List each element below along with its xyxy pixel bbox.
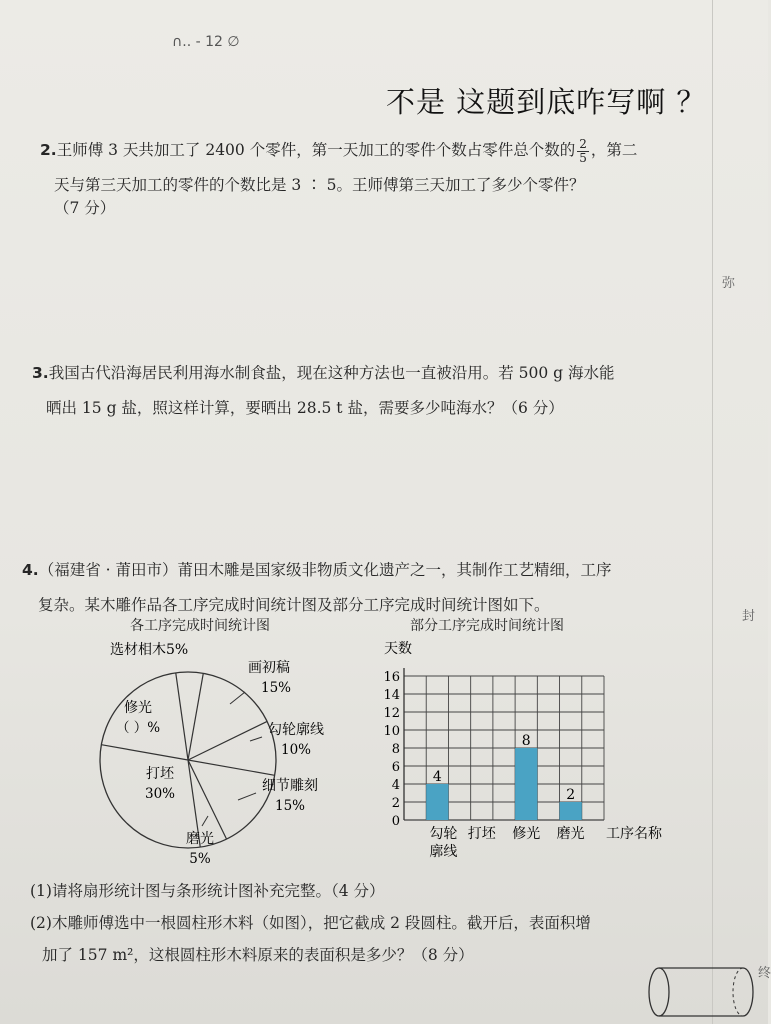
pie-value-1: 15%: [260, 680, 292, 696]
pie-label-1: 画初稿: [248, 660, 290, 676]
bar-value-label-0: 4: [432, 769, 442, 785]
question-4-line1: （福建省 · 莆田市）莆田木雕是国家级非物质文化遗产之一，其制作工艺精细，工序: [38, 561, 612, 579]
margin-label-bottom: 终: [758, 966, 771, 981]
bar-ytick-4: 8: [391, 742, 400, 757]
pie-chart-title: 各工序完成时间统计图: [130, 618, 270, 634]
question-4-line2: 复杂。某木雕作品各工序完成时间统计图及部分工序完成时间统计图如下。: [38, 596, 550, 614]
question-4-part-2-line2: 加了 157 m²，这根圆柱形木料原来的表面积是多少？（8 分）: [42, 946, 474, 964]
pie-divider-0: [176, 673, 188, 760]
bar-ylabel: 天数: [384, 641, 412, 657]
bar-value-label-2: 8: [521, 733, 531, 749]
question-4-part-2-line1: (2)木雕师傅选中一根圆柱形木料（如图），把它截成 2 段圆柱。截开后，表面积增: [30, 914, 591, 932]
bar-xlabel: 工序名称: [606, 826, 662, 842]
bar-chart: [370, 635, 690, 865]
pie-label-0: 选材相木5%: [110, 642, 189, 658]
fraction-two-fifths: $\frac{2}{5}$: [579, 136, 587, 165]
pie-value-2: 10%: [280, 742, 312, 758]
pie-value-3: 15%: [274, 798, 306, 814]
pie-leader-2: [250, 737, 262, 741]
pie-chart: [90, 640, 340, 870]
pie-value-5: 30%: [144, 786, 176, 802]
margin-label-feng: 封: [742, 609, 756, 624]
bar-0: [426, 784, 448, 820]
pie-leader-3: [238, 793, 256, 800]
bar-chart-title: 部分工序完成时间统计图: [410, 618, 564, 634]
question-3-line2: 晒出 15 g 盐，照这样计算，要晒出 28.5 t 盐，需要多少吨海水？（6 分）: [46, 399, 564, 417]
question-2-points: （7 分）: [54, 199, 116, 217]
bar-3: [560, 802, 582, 820]
pie-label-5: 打坯: [146, 766, 174, 782]
question-4-part-1: (1)请将扇形统计图与条形统计图补充完整。（4 分）: [30, 882, 385, 900]
bar-ytick-6: 12: [383, 706, 400, 721]
bar-value-label-3: 2: [566, 787, 576, 803]
bar-xtick-3-0: 磨光: [556, 826, 585, 842]
question-4-subparts: [30, 875, 750, 971]
bar-2: [515, 748, 537, 820]
margin-label-mi: 弥: [722, 276, 736, 291]
pie-leader-4: [202, 816, 208, 826]
pie-value-4: 5%: [189, 851, 211, 867]
pie-divider-6: [101, 745, 188, 760]
question-4: [22, 553, 732, 623]
handwritten-scribble: ∩.. - 12 ∅: [172, 34, 240, 50]
question-3-line1: 我国古代沿海居民利用海水制食盐，现在这种方法也一直被沿用。若 500 g 海水能: [48, 364, 615, 382]
question-3-number: 3.: [32, 364, 49, 382]
bar-ytick-2: 4: [391, 778, 400, 793]
bar-ytick-0: 0: [391, 814, 400, 829]
question-2-line2: 天与第三天加工的零件的个数比是 3 ∶ 5。王师傅第三天加工了多少个零件？: [54, 176, 585, 194]
bar-xtick-2-0: 修光: [512, 826, 541, 842]
question-2-number: 2.: [40, 141, 57, 159]
question-2: 2.王师傅 3 天共加工了 2400 个零件，第一天加工的零件个数占零件总个数的 $\frac{2}{5}$ ，第二 天与第三天加工的零件的个数比是 3 ∶ 5。王师傅第三天加工了多少个零件？ （7 分）: [40, 133, 720, 219]
bar-ytick-1: 2: [391, 796, 400, 811]
bar-xtick-0-1: 廓线: [429, 844, 458, 860]
bar-ytick-7: 14: [383, 688, 400, 703]
pie-divider-3: [188, 760, 275, 775]
pie-label-6: 修光: [124, 700, 152, 716]
pie-label-4: 磨光: [186, 831, 214, 847]
pie-label-3: 细节雕刻: [262, 778, 318, 794]
bar-xtick-1-0: 打坯: [467, 826, 496, 842]
overlay-question-text: 不是 这题到底咋写啊 ？: [386, 85, 707, 119]
cylinder-figure: [645, 962, 755, 1022]
bar-ytick-3: 6: [391, 760, 400, 775]
pie-label-2: 勾轮廓线: [268, 722, 324, 738]
bar-ytick-5: 10: [383, 724, 400, 739]
pie-leader-1: [230, 692, 245, 704]
pie-value-6: （ ）%: [115, 720, 161, 736]
bar-ytick-8: 16: [383, 670, 400, 685]
question-4-number: 4.: [22, 561, 39, 579]
pie-divider-2: [188, 721, 267, 760]
question-2-line1: 王师傅 3 天共加工了 2400 个零件，第一天加工的零件个数占零件总个数的: [56, 141, 576, 159]
bar-xtick-0-0: 勾轮: [429, 826, 458, 842]
question-3: [32, 356, 722, 426]
pie-divider-1: [188, 673, 203, 760]
